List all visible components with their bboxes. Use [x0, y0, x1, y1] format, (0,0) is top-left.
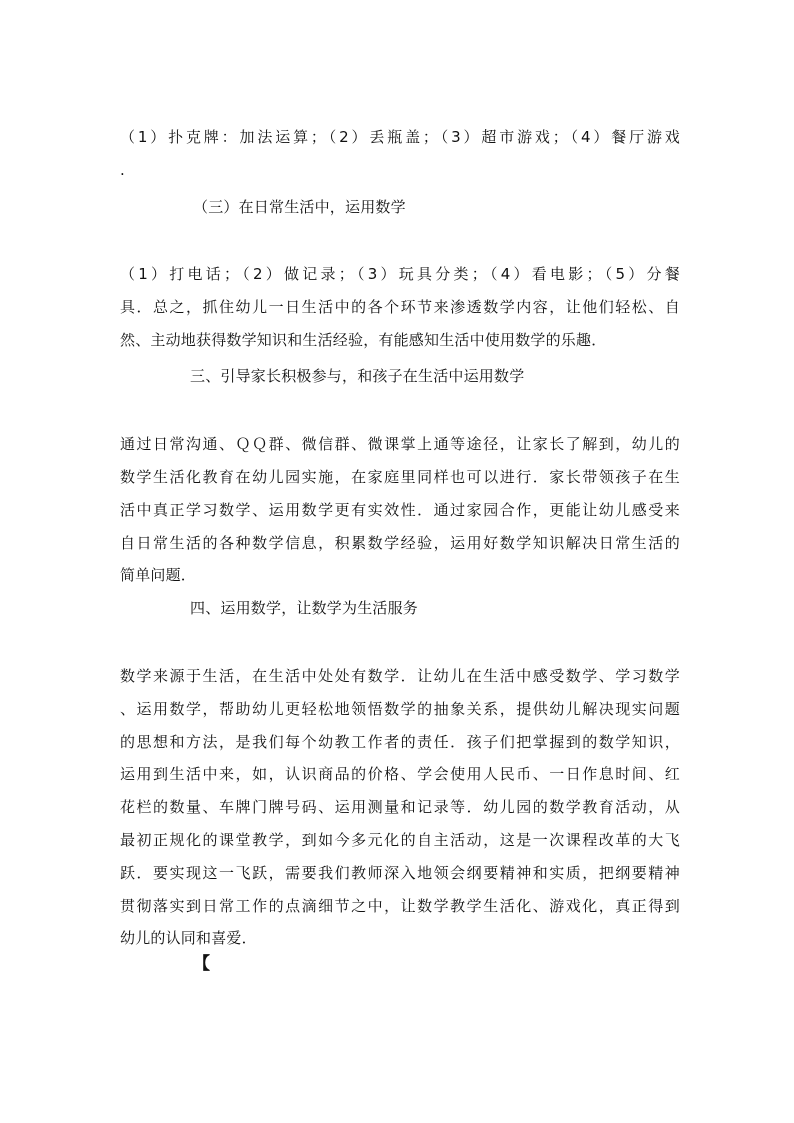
paragraph-4-line-9: 幼儿的认同和喜爱． [120, 929, 257, 947]
paragraph-4-line-3: 的思想和方法，是我们每个幼教工作者的责任．孩子们把掌握到的数学知识， [120, 733, 680, 751]
paragraph-4-line-4: 运用到生活中来，如，认识商品的价格、学会使用人民币、一日作息时间、红 [120, 765, 680, 783]
paragraph-3-line-3: 活中真正学习数学、运用数学更有实效性．通过家园合作，更能让幼儿感受来 [120, 501, 680, 519]
paragraph-4-line-7: 跃．要实现这一飞跃，需要我们教师深入地领会纲要精神和实质，把纲要精神 [120, 864, 680, 882]
paragraph-2-line-1: （1）打电话；（2）做记录；（3）玩具分类；（4）看电影；（5）分餐 [120, 265, 680, 283]
paragraph-2-line-2: 具．总之，抓住幼儿一日生活中的各个环节来渗透数学内容，让他们轻松、自 [120, 298, 680, 316]
paragraph-1-line-2: . [120, 161, 125, 179]
paragraph-3-line-5: 简单问题． [120, 566, 197, 584]
paragraph-4-line-5: 花栏的数量、车牌门牌号码、运用测量和记录等．幼儿园的数学教育活动，从 [120, 798, 680, 816]
paragraph-3-line-2: 数学生活化教育在幼儿园实施，在家庭里同样也可以进行．家长带领孩子在生 [120, 468, 680, 486]
paragraph-3-line-4: 自日常生活的各种数学信息，积累数学经验，运用好数学知识解决日常生活的 [120, 534, 680, 552]
paragraph-1-line-1: （1）扑克牌：加法运算；（2）丢瓶盖；（3）超市游戏；（4）餐厅游戏 [120, 128, 680, 146]
paragraph-4-line-6: 最初正规化的课堂教学，到如今多元化的自主活动，这是一次课程改革的大飞 [120, 831, 680, 849]
paragraph-4-line-1: 数学来源于生活，在生活中处处有数学．让幼儿在生活中感受数学、学习数学 [120, 667, 680, 685]
section-heading-3-sub: （三）在日常生活中，运用数学 [193, 198, 406, 216]
trailing-bracket: 【 [193, 954, 210, 974]
paragraph-4-line-8: 贯彻落实到日常工作的点滴细节之中，让数学教学生活化、游戏化，真正得到 [120, 897, 680, 915]
section-heading-four: 四、运用数学，让数学为生活服务 [190, 599, 419, 617]
paragraph-4-line-2: 、运用数学，帮助幼儿更轻松地领悟数学的抽象关系，提供幼儿解决现实问题 [120, 700, 680, 718]
paragraph-2-line-3: 然、主动地获得数学知识和生活经验，有能感知生活中使用数学的乐趣． [120, 331, 607, 349]
paragraph-3-line-1: 通过日常沟通、ＱＱ群、微信群、微课掌上通等途径，让家长了解到，幼儿的 [120, 435, 680, 453]
section-heading-three: 三、引导家长积极参与，和孩子在生活中运用数学 [190, 367, 525, 385]
